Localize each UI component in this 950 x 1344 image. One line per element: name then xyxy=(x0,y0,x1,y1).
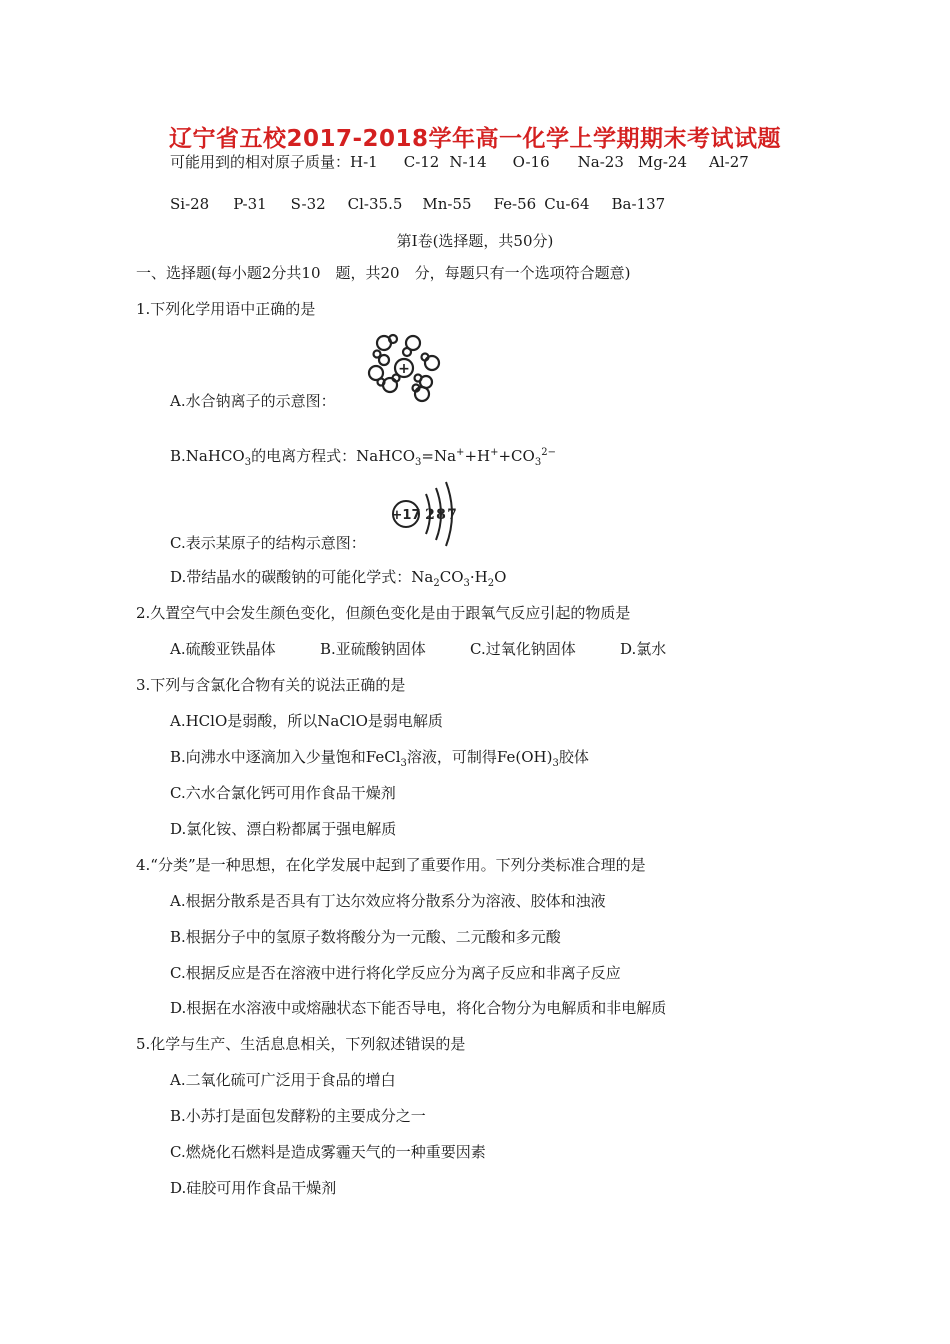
mass-item: Cu-64 xyxy=(544,195,590,213)
q2-option-a: A.硫酸亚铁晶体 xyxy=(170,640,276,658)
q2-option-c: C.过氧化钠固体 xyxy=(470,640,576,658)
shell-count: 7 xyxy=(447,507,457,523)
q3-option-d: D.氯化铵、漂白粉都属于强电解质 xyxy=(170,820,397,838)
mass-item: O-16 xyxy=(512,153,550,171)
q2-option-d: D.氯水 xyxy=(620,640,667,658)
q3-option-b: B.向沸水中逐滴加入少量饱和FeCl$_3$溶液，可制得$Fe(OH)_3$胶体 xyxy=(170,748,589,769)
mass-item: N-14 xyxy=(449,153,487,171)
atomic-mass-label: 可能用到的相对原子质量： xyxy=(170,153,351,171)
q2-stem: 2.久置空气中会发生颜色变化，但颜色变化是由于跟氧气反应引起的物质是 xyxy=(136,604,631,622)
q4-option-a: A.根据分散系是否具有丁达尔效应将分散系分为溶液、胶体和浊液 xyxy=(170,892,606,910)
q5-option-d: D.硅胶可用作食品干燥剂 xyxy=(170,1179,337,1197)
mass-item: C-12 xyxy=(403,153,440,171)
q5-option-a: A.二氧化硫可广泛用于食品的增白 xyxy=(170,1071,396,1089)
q1-stem: 1.下列化学用语中正确的是 xyxy=(136,300,316,318)
q1-option-d: D.带结晶水的碳酸钠的可能化学式：$Na_2CO_3\cdot H_2O$ xyxy=(170,568,507,589)
mass-item: Fe-56 xyxy=(493,195,537,213)
mass-item: S-32 xyxy=(290,195,326,213)
q3-option-c: C.六水合氯化钙可用作食品干燥剂 xyxy=(170,784,396,802)
q1-option-c: C.表示某原子的结构示意图： xyxy=(170,534,366,552)
mass-item: Mn-55 xyxy=(422,195,472,213)
mass-item: Si-28 xyxy=(170,195,210,213)
q2-options xyxy=(170,639,666,659)
mass-item: H-1 xyxy=(350,153,378,171)
mass-item: Na-23 xyxy=(577,153,624,171)
q5-stem: 5.化学与生产、生活息息相关，下列叙述错误的是 xyxy=(136,1035,466,1053)
shell-count: 8 xyxy=(436,507,446,523)
atomic-structure-figure xyxy=(388,478,468,548)
q4-option-c: C.根据反应是否在溶液中进行将化学反应分为离子反应和非离子反应 xyxy=(170,964,621,982)
q4-option-d: D.根据在水溶液中或熔融状态下能否导电，将化合物分为电解质和非电解质 xyxy=(170,999,667,1017)
atomic-mass-row1 xyxy=(170,152,763,172)
nucleus-sign: + xyxy=(398,361,410,377)
q1-option-b: B.NaHCO$_3$的电离方程式：$NaHCO_3=Na^++H^++CO_3^{2-}$ xyxy=(170,447,556,468)
mass-item: Cl-35.5 xyxy=(347,195,403,213)
section-title: 第Ⅰ卷(选择题，共50分) xyxy=(396,232,554,250)
atomic-mass-row2 xyxy=(170,194,679,214)
mass-item: Al-27 xyxy=(709,153,749,171)
q5-option-c: C.燃烧化石燃料是造成雾霾天气的一种重要因素 xyxy=(170,1143,486,1161)
q3-stem: 3.下列与含氯化合物有关的说法正确的是 xyxy=(136,676,406,694)
mass-item: Ba-137 xyxy=(611,195,666,213)
hydrated-sodium-ion-figure xyxy=(360,330,450,410)
structure-nucleus-charge: +17 xyxy=(391,508,421,523)
q3-option-a: A.HClO是弱酸，所以NaClO是弱电解质 xyxy=(170,712,443,730)
mass-item: P-31 xyxy=(233,195,267,213)
shell-count: 2 xyxy=(425,507,435,523)
page-title: 辽宁省五校2017-2018学年高一化学上学期期末考试试题 xyxy=(168,126,782,152)
mass-item: Mg-24 xyxy=(637,153,688,171)
q4-stem: 4.“分类”是一种思想，在化学发展中起到了重要作用。下列分类标准合理的是 xyxy=(136,856,646,874)
q4-option-b: B.根据分子中的氢原子数将酸分为一元酸、二元酸和多元酸 xyxy=(170,928,561,946)
part1-instructions: 一、选择题(每小题2分共10 题，共20 分，每题只有一个选项符合题意) xyxy=(136,264,631,282)
q2-option-b: B.亚硫酸钠固体 xyxy=(320,640,426,658)
q1-option-a: A.水合钠离子的示意图： xyxy=(170,392,336,410)
q5-option-b: B.小苏打是面包发酵粉的主要成分之一 xyxy=(170,1107,426,1125)
